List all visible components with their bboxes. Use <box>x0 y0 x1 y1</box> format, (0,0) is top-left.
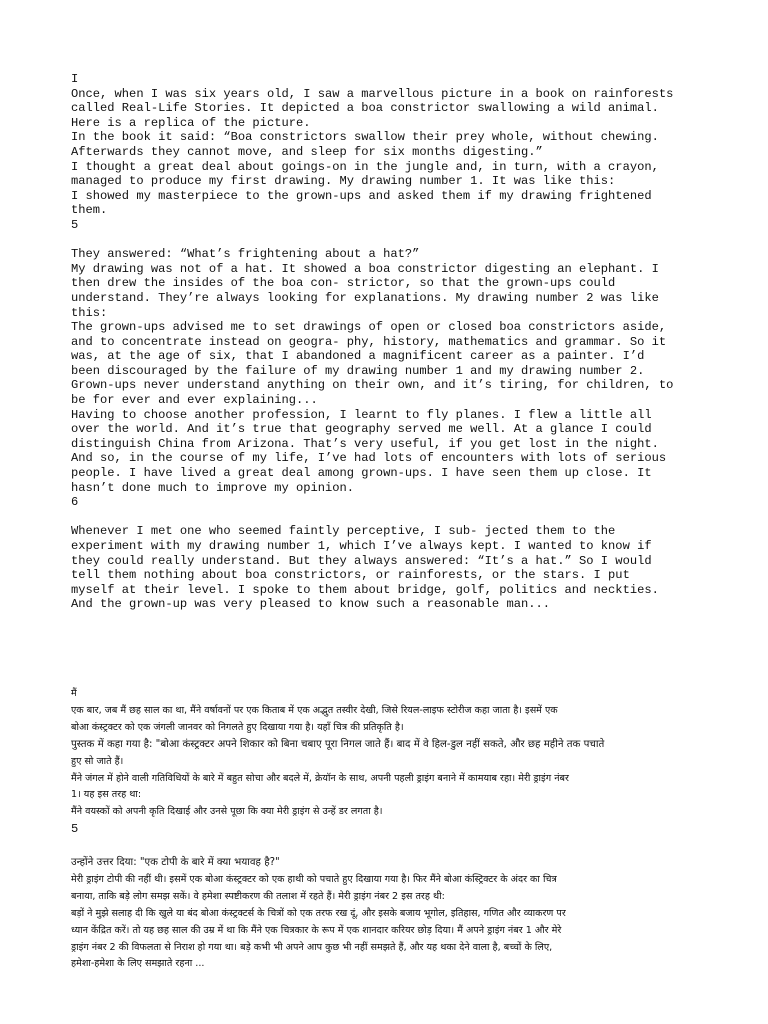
text-line: Here is a replica of the picture. <box>71 115 311 130</box>
text-line: Once, when I was six years old, I saw a marvellous picture in a book on rainforests <box>71 86 674 101</box>
text-line: I <box>71 72 79 86</box>
paragraph-gap <box>71 233 711 248</box>
text-line: Afterwards they cannot move, and sleep for six months digesting.” <box>71 144 543 159</box>
text-line: I thought a great deal about goings-on in the jungle and, in turn, with a crayon, <box>71 159 659 174</box>
text-line: बनाया, ताकि बड़े लोग समझ सकें। वे हमेशा स्पष्टीकरण की तलाश में रहते हैं। मेरी ड्राइंग नंबर 2 इस तरह थी: <box>71 890 445 902</box>
text-line: मैंने वयस्कों को अपनी कृति दिखाई और उनसे पूछा कि क्या मेरी ड्राइंग से उन्हें डर लगता है। <box>71 806 383 818</box>
text-line: 1। यह इस तरह था: <box>71 789 142 801</box>
text-line: In the book it said: “Boa constrictors swallow their prey whole, without chewing. <box>71 130 659 145</box>
text-line: एक बार, जब मैं छह साल का था, मैंने वर्षावनों पर एक किताब में एक अद्भुत तस्वीर देखी, जिसे रियल-लाइफ स्टोरीज कहा जाता है। इसमें एक <box>71 704 558 716</box>
hindi-section-1 <box>71 686 711 838</box>
text-line: I showed my masterpiece to the grown-ups and asked them if my drawing frightened <box>71 188 652 203</box>
english-section-3 <box>71 524 711 612</box>
text-line: then drew the insides of the boa con- strictor, so that the grown-ups could <box>71 276 616 291</box>
text-line: पुस्तक में कहा गया है: "बोआ कंस्ट्रक्टर अपने शिकार को बिना चबाए पूरा निगल जाते हैं। बाद में वे हिल-डुल नहीं सकते, और छह महीने तक पचाते <box>71 738 605 750</box>
text-line: distinguish China from Arizona. That’s very useful, if you get lost in the night. <box>71 436 659 451</box>
page-number: 5 <box>71 217 79 232</box>
text-line: be for ever and ever explaining... <box>71 393 318 408</box>
text-line: understand. They’re always looking for explanations. My drawing number 2 was like <box>71 290 659 305</box>
text-line: been discouraged by the failure of my drawing number 1 and my drawing number 2. <box>71 363 645 378</box>
text-line: ड्राइंग नंबर 2 की विफलता से निराश हो गया था। बड़े कभी भी अपने आप कुछ भी नहीं समझते हैं, और यह थका देने वाला है, बच्चों के लिए, <box>71 941 553 953</box>
text-line: मैं <box>71 688 77 699</box>
page-number: 5 <box>71 822 79 837</box>
text-line: called Real-Life Stories. It depicted a boa constrictor swallowing a wild animal. <box>71 101 659 116</box>
page-number: 6 <box>71 495 79 510</box>
text-line: over the world. And it’s true that geography served me well. At a glance I could <box>71 422 652 437</box>
text-line: hasn’t done much to improve my opinion. <box>71 480 355 495</box>
text-line: उन्होंने उत्तर दिया: "एक टोपी के बारे में क्या भयावह है?" <box>71 857 280 869</box>
text-line: Having to choose another profession, I learnt to fly planes. I flew a little all <box>71 407 652 422</box>
text-line: बोआ कंस्ट्रक्टर को एक जंगली जानवर को निगलते हुए दिखाया गया है। यहाँ चित्र की प्रतिकृति है। <box>71 721 404 733</box>
text-line: was, at the age of six, that I abandoned a magnificent career as a painter. I’d <box>71 349 645 364</box>
paragraph-gap <box>71 838 711 855</box>
text-line: Grown-ups never understand anything on their own, and it’s tiring, for children, to <box>71 378 674 393</box>
text-line: हुए सो जाते हैं। <box>71 755 124 767</box>
text-line: people. I have lived a great deal among grown-ups. I have seen them up close. It <box>71 466 652 481</box>
english-section-2 <box>71 247 711 510</box>
text-line: My drawing was not of a hat. It showed a boa constrictor digesting an elephant. I <box>71 261 659 276</box>
text-line: they could really understand. But they always answered: “It’s a hat.” So I would <box>71 553 652 568</box>
paragraph-gap <box>71 510 711 525</box>
text-line: experiment with my drawing number 1, which I’ve always kept. I wanted to know if <box>71 539 652 553</box>
text-line: ध्यान केंद्रित करें। तो यह छह साल की उम्र में था कि मैंने एक चित्रकार के रूप में एक शानदार करियर छोड़ दिया। मैं अपने ड्राइंग नंबर 1 और मेरे <box>71 924 562 936</box>
text-line: They answered: “What’s frightening about a hat?” <box>71 247 420 262</box>
text-line: The grown-ups advised me to set drawings of open or closed boa constrictors aside, <box>71 320 667 335</box>
text-line: हमेशा-हमेशा के लिए समझाते रहना ... <box>71 958 205 970</box>
text-line: them. <box>71 203 108 218</box>
hindi-section-2 <box>71 855 711 973</box>
text-line: this: <box>71 305 108 320</box>
text-line: मैंने जंगल में होने वाली गतिविधियों के बारे में बहुत सोचा और बदले में, क्रेयॉन के साथ, अपनी पहली ड्राइंग बनाने में कामयाब रहा। मेरी ड्राइंग नंबर <box>71 772 569 784</box>
text-line: And the grown-up was very pleased to know such a reasonable man... <box>71 597 550 612</box>
text-line: बड़ों ने मुझे सलाह दी कि खुले या बंद बोआ कंस्ट्रक्टर्स के चित्रों को एक तरफ रख दूं, और इसके बजाय भूगोल, इतिहास, गणित और व्याकरण पर <box>71 907 566 919</box>
hindi-text-block <box>71 686 711 973</box>
text-line: Whenever I met one who seemed faintly perceptive, I sub- jected them to the <box>71 524 616 539</box>
text-line: And so, in the course of my life, I’ve had lots of encounters with lots of serious <box>71 451 667 466</box>
english-section-1 <box>71 72 711 233</box>
english-text-block <box>71 72 711 612</box>
text-line: myself at their level. I spoke to them about bridge, golf, politics and neckties. <box>71 582 659 597</box>
text-line: and to concentrate instead on geogra- phy, history, mathematics and grammar. So it <box>71 334 667 349</box>
text-line: मेरी ड्राइंग टोपी की नहीं थी। इसमें एक बोआ कंस्ट्रक्टर को एक हाथी को पचाते हुए दिखाया गया है। फिर मैंने बोआ कंस्ट्रिक्टर के अंदर का चित्र <box>71 873 557 885</box>
text-line: tell them nothing about boa constrictors, or rainforests, or the stars. I put <box>71 568 630 583</box>
text-line: managed to produce my first drawing. My drawing number 1. It was like this: <box>71 174 616 189</box>
